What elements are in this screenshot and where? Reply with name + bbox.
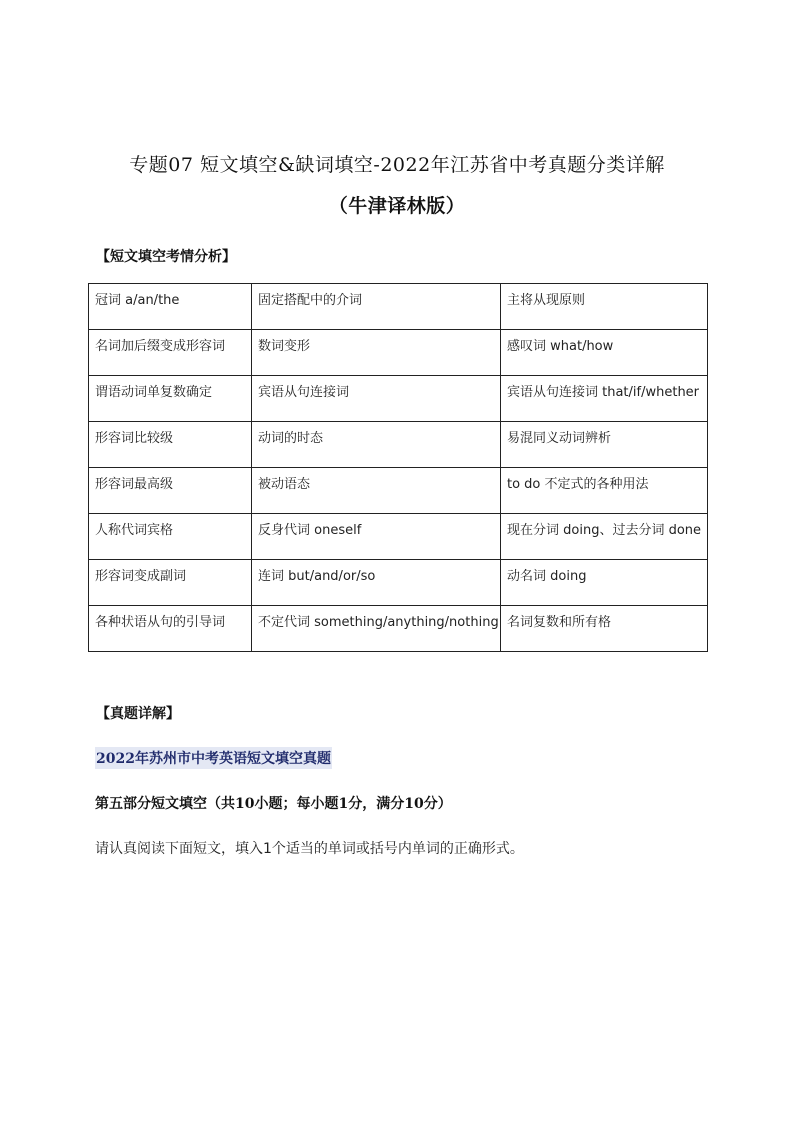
cell-text: 不定代词 something/anything/nothing xyxy=(258,615,499,630)
table-cell xyxy=(252,514,501,560)
table-cell xyxy=(252,468,501,514)
table-row xyxy=(89,606,708,652)
part-title: 第五部分短文填空（共10小题；每小题1分，满分10分） xyxy=(95,796,452,812)
cell-text: to do 不定式的各种用法 xyxy=(507,477,649,492)
table-cell xyxy=(501,514,708,560)
cell-text: 现在分词 doing、过去分词 done xyxy=(507,523,702,538)
table-cell xyxy=(501,284,708,330)
cell-text: 数词变形 xyxy=(258,339,311,354)
table-cell xyxy=(89,606,252,652)
table-cell xyxy=(252,284,501,330)
table-cell xyxy=(89,514,252,560)
cell-text: 形容词比较级 xyxy=(95,431,174,446)
table-cell xyxy=(501,376,708,422)
table-cell xyxy=(501,606,708,652)
cell-text: 宾语从句连接词 xyxy=(258,385,350,400)
table-cell xyxy=(89,284,252,330)
table-cell xyxy=(252,560,501,606)
cell-text: 谓语动词单复数确定 xyxy=(95,385,213,400)
table-cell xyxy=(252,422,501,468)
table-row xyxy=(89,330,708,376)
cell-text: 名词复数和所有格 xyxy=(507,615,612,630)
cell-text: 形容词变成副词 xyxy=(95,569,187,584)
cell-text: 固定搭配中的介词 xyxy=(258,293,363,308)
table-row xyxy=(89,376,708,422)
cell-text: 动名词 doing xyxy=(507,569,587,584)
cell-text: 名词加后缀变成形容词 xyxy=(95,339,226,354)
analysis-heading: 【短文填空考情分析】 xyxy=(96,249,236,265)
cell-text: 主将从现原则 xyxy=(507,293,586,308)
table-cell xyxy=(501,422,708,468)
cell-text: 反身代词 oneself xyxy=(258,523,362,538)
cell-text: 宾语从句连接词 that/if/whether xyxy=(507,385,700,400)
table-cell xyxy=(252,606,501,652)
table-cell xyxy=(89,422,252,468)
table-row xyxy=(89,422,708,468)
exam-title: 2022年苏州市中考英语短文填空真题 xyxy=(95,747,332,769)
details-heading: 【真题详解】 xyxy=(96,706,180,722)
cell-text: 形容词最高级 xyxy=(95,477,174,492)
table-cell xyxy=(252,330,501,376)
table-cell xyxy=(89,468,252,514)
cell-text: 冠词 a/an/the xyxy=(95,293,180,308)
table-cell xyxy=(501,468,708,514)
instruction-text: 请认真阅读下面短文，填入1个适当的单词或括号内单词的正确形式。 xyxy=(95,841,524,857)
table-cell xyxy=(252,376,501,422)
cell-text: 被动语态 xyxy=(258,477,311,492)
cell-text: 人称代词宾格 xyxy=(95,523,174,538)
table-row xyxy=(89,514,708,560)
cell-text: 感叹词 what/how xyxy=(507,339,614,354)
analysis-table xyxy=(88,283,708,652)
cell-text: 各种状语从句的引导词 xyxy=(95,615,226,630)
table-row xyxy=(89,284,708,330)
table-cell xyxy=(501,330,708,376)
table-cell xyxy=(501,560,708,606)
table-cell xyxy=(89,376,252,422)
cell-text: 连词 but/and/or/so xyxy=(258,569,376,584)
table-row xyxy=(89,468,708,514)
table-cell xyxy=(89,560,252,606)
table-cell xyxy=(89,330,252,376)
page-title: 专题07 短文填空&缺词填空-2022年江苏省中考真题分类详解 xyxy=(129,154,665,176)
cell-text: 动词的时态 xyxy=(258,431,324,446)
table-row xyxy=(89,560,708,606)
page-subtitle: （牛津译林版） xyxy=(328,195,466,217)
cell-text: 易混同义动词辨析 xyxy=(507,431,612,446)
